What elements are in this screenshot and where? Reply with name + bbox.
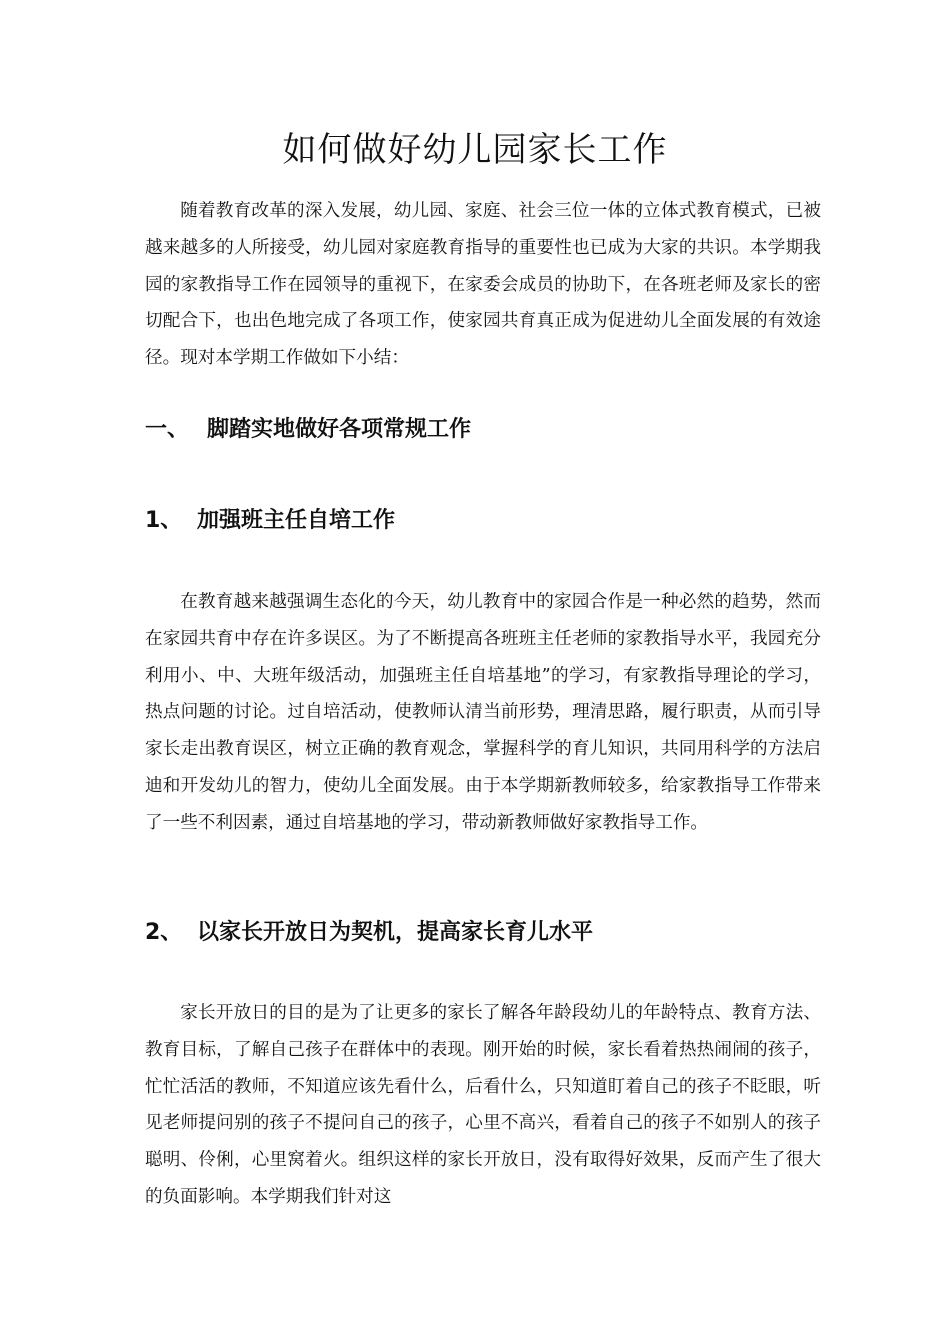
subsection-2-paragraph: 家长开放日的目的是为了让更多的家长了解各年龄段幼儿的年龄特点、教育方法、教育目标，了解自己孩子在群体中的表现。刚开始的时候，家长看着热热闹闹的孩子，忙忙活活的教师，不知道应该先看什么，后看什么，只知道盯着自己的孩子不眨眼，听见老师提问别的孩子不提问自己的孩子，心里不高兴，看着自己的孩子不如别人的孩子聪明、伶俐，心里窝着火。组织这样的家长开放日，没有取得好效果，反而产生了很大的负面影响。本学期我们针对这 xyxy=(145,1003,821,1207)
subsection-heading-1 xyxy=(145,506,395,536)
section-heading-1 xyxy=(145,415,471,445)
intro-paragraph: 随着教育改革的深入发展，幼儿园、家庭、社会三位一体的立体式教育模式，已被越来越多的人所接受，幼儿园对家庭教育指导的重要性也已成为大家的共识。本学期我园的家教指导工作在园领导的重视下，在家委会成员的协助下，在各班老师及家长的密切配合下，也出色地完成了各项工作，使家园共育真正成为促进幼儿全面发展的有效途径。现对本学期工作做如下小结： xyxy=(145,201,821,369)
subsection-title: 以家长开放日为契机，提高家长育儿水平 xyxy=(197,920,594,945)
subsection-number: 2、 xyxy=(145,920,183,945)
subsection-1-paragraph: 在教育越来越强调生态化的今天，幼儿教育中的家园合作是一种必然的趋势，然而在家园共育中存在许多误区。为了不断提高各班班主任老师的家教指导水平，我园充分利用小、中、大班年级活动，加强班主任自培基地”的学习，有家教指导理论的学习，热点问题的讨论。过自培活动，使教师认清当前形势，理清思路，履行职责，从而引导家长走出教育误区，树立正确的教育观念，掌握科学的育儿知识，共同用科学的方法启迪和开发幼儿的智力，使幼儿全面发展。由于本学期新教师较多，给家教指导工作带来了一些不利因素，通过自培基地的学习，带动新教师做好家教指导工作。 xyxy=(145,592,821,833)
subsection-number: 1、 xyxy=(145,508,183,533)
document-title: 如何做好幼儿园家长工作 xyxy=(282,130,668,170)
subsection-title: 加强班主任自培工作 xyxy=(197,508,396,533)
subsection-heading-2 xyxy=(145,918,593,948)
section-number: 一、 xyxy=(145,417,190,442)
section-title: 脚踏实地做好各项常规工作 xyxy=(207,417,472,442)
